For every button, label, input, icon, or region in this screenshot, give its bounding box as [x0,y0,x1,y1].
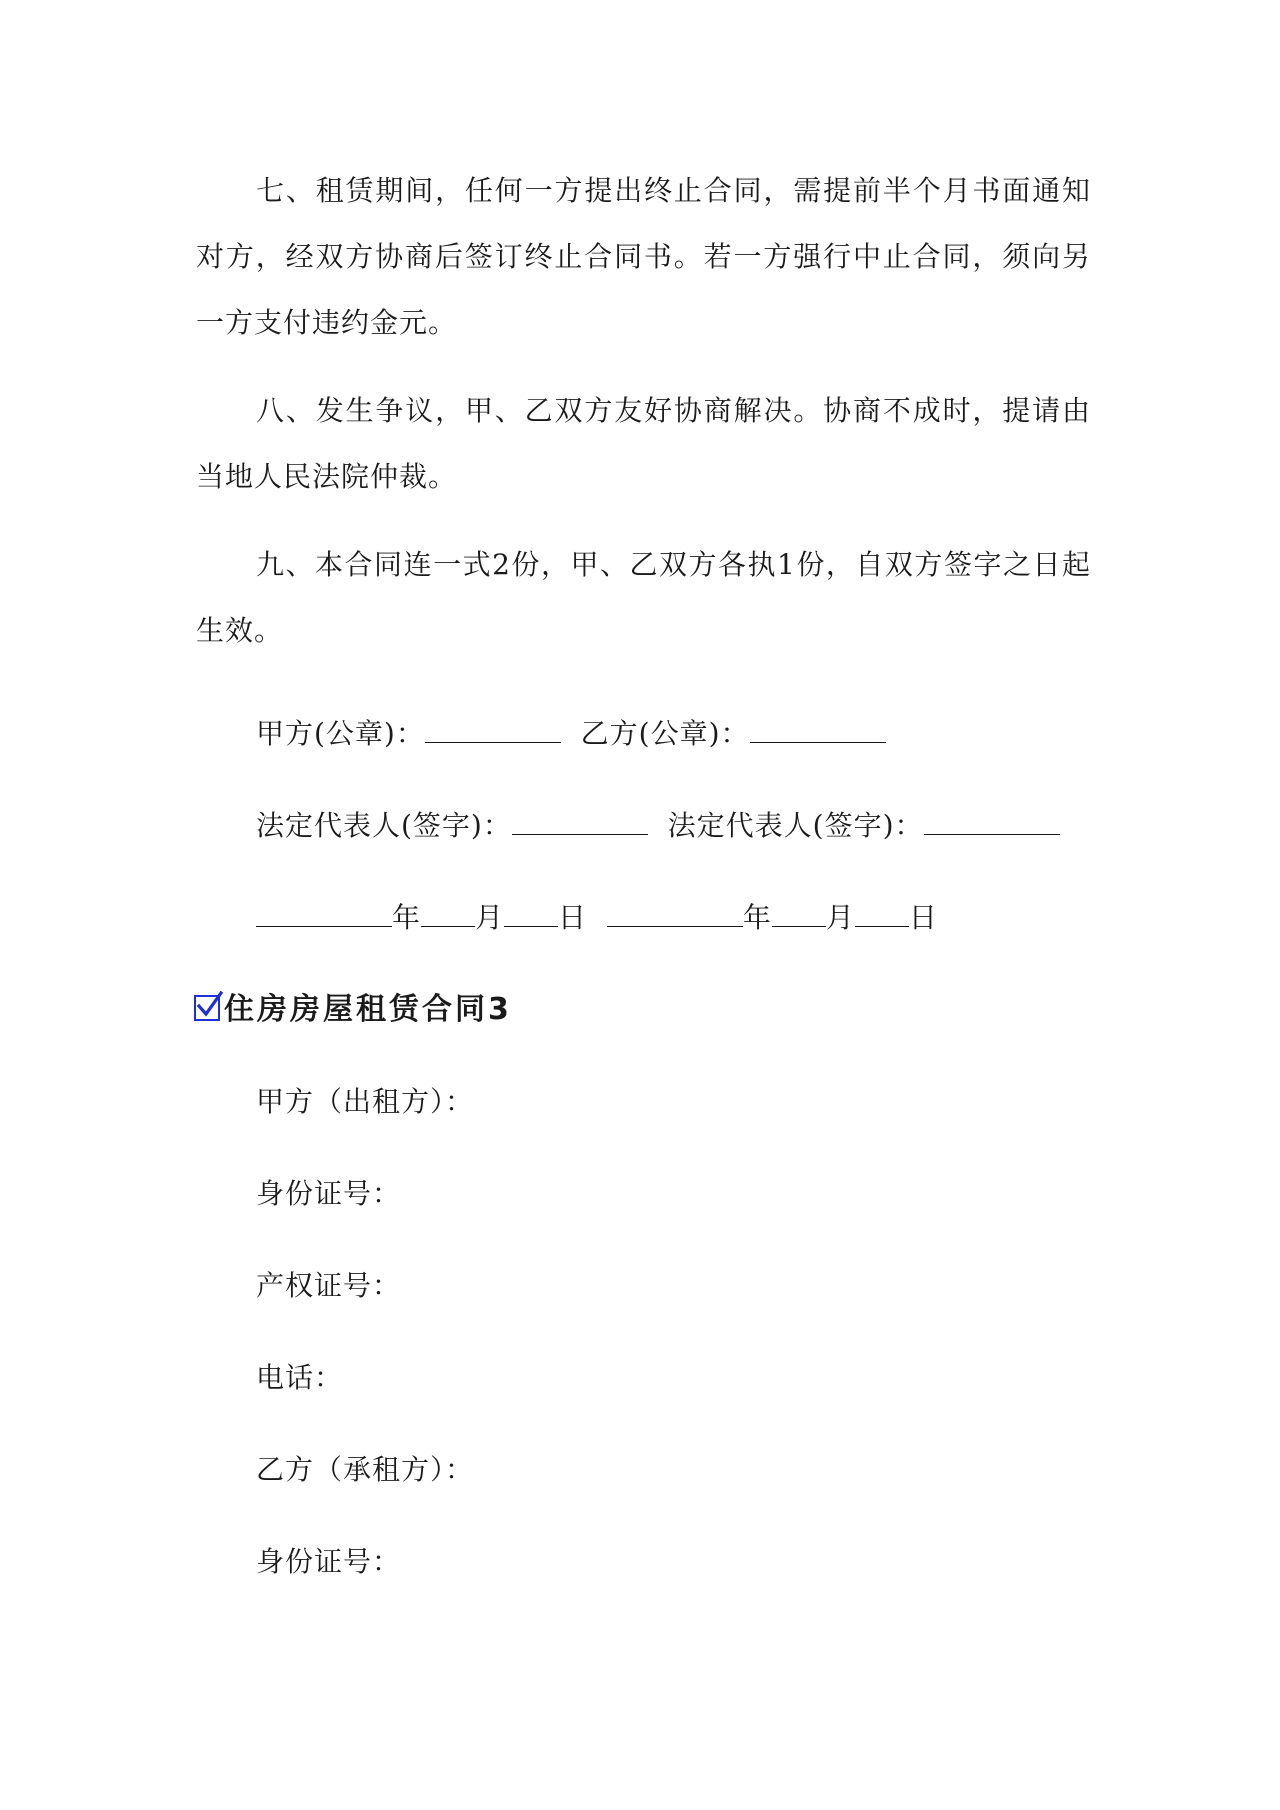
day-a-label: 日 [558,901,588,934]
party-a-seal-label: 甲方(公章)： [256,717,425,750]
date-line [256,898,938,938]
month-b-label: 月 [825,901,855,934]
year-a-label: 年 [392,901,422,934]
field-property-cert: 产权证号： [256,1269,402,1302]
party-b-seal-label: 乙方(公章)： [580,717,750,750]
rep-b-blank [924,812,1060,835]
year-b-label: 年 [742,901,772,934]
rep-b-label: 法定代表人(签字)： [667,809,924,842]
clause-seven: 七、租赁期间，任何一方提出终止合同，需提前半个月书面通知对方，经双方协商后签订终止合同书。若一方强行中止合同，须向另一方支付违约金元。 [196,174,1091,339]
day-b-blank [855,904,909,927]
year-b-blank [607,904,743,927]
field-lessee: 乙方（承租方）： [256,1453,475,1486]
party-b-seal-blank [750,720,886,743]
clause-nine: 九、本合同连一式2份，甲、乙双方各执1份，自双方签字之日起生效。 [196,548,1091,647]
year-a-blank [256,904,392,927]
rep-a-label: 法定代表人(签字)： [256,809,512,842]
field-lessor-id: 身份证号： [256,1177,402,1210]
section-heading [194,990,512,1030]
month-b-blank [772,904,826,927]
section-title: 住房房屋租赁合同3 [224,992,512,1027]
field-phone: 电话： [256,1361,344,1394]
day-a-blank [504,904,558,927]
rep-a-blank [512,812,648,835]
seal-line [256,714,886,754]
clause-eight: 八、发生争议，甲、乙双方友好协商解决。协商不成时，提请由当地人民法院仲裁。 [196,394,1091,493]
month-a-label: 月 [475,901,505,934]
field-lessor: 甲方（出租方）： [256,1085,475,1118]
checked-box-icon [194,995,220,1021]
month-a-blank [421,904,475,927]
field-lessee-id: 身份证号： [256,1545,402,1578]
party-a-seal-blank [425,720,561,743]
day-b-label: 日 [908,901,938,934]
representative-line [256,806,1060,846]
